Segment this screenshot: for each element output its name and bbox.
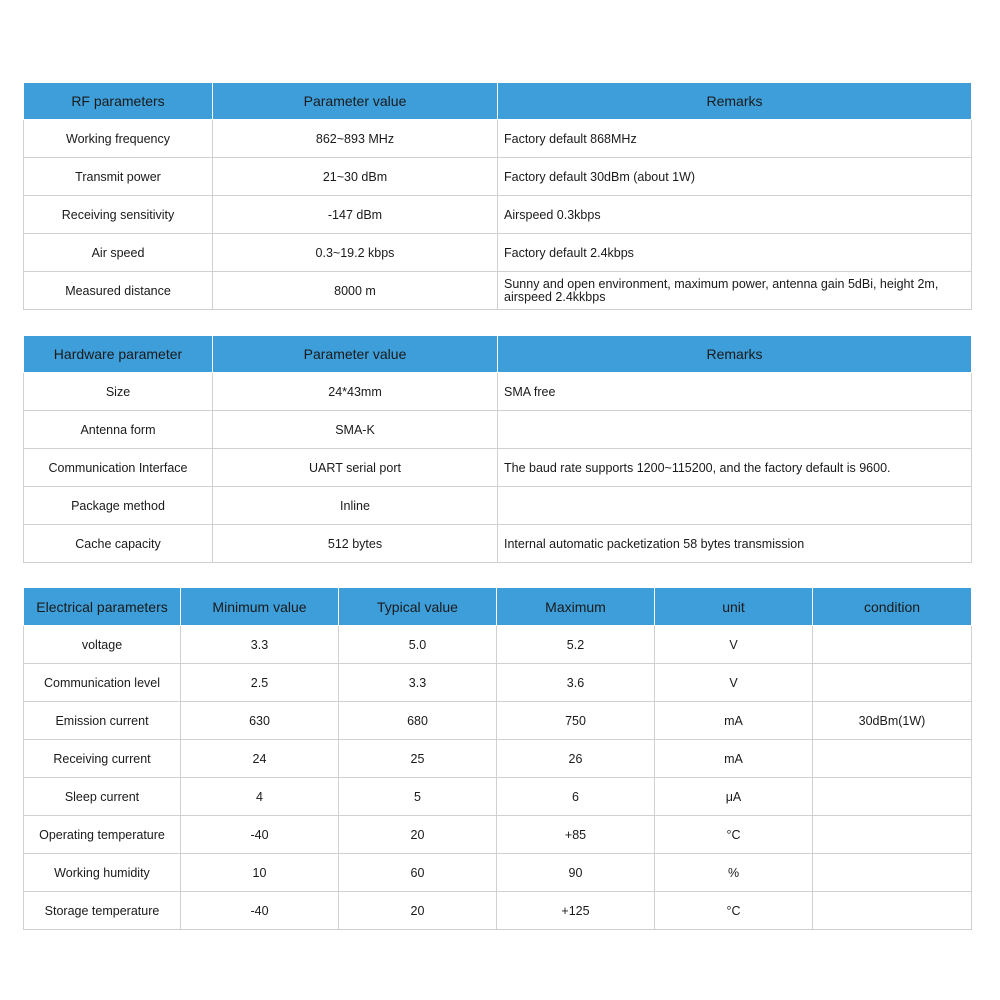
parameter-remark: SMA free xyxy=(498,373,972,411)
parameter-remark: Factory default 30dBm (about 1W) xyxy=(498,158,972,196)
parameter-remark: Airspeed 0.3kbps xyxy=(498,196,972,234)
hardware-parameters-table xyxy=(23,335,972,563)
parameter-value: UART serial port xyxy=(213,449,498,487)
minimum-value: -40 xyxy=(181,816,339,854)
table-row xyxy=(24,778,972,816)
parameter-name: Operating temperature xyxy=(24,816,181,854)
maximum-value: 90 xyxy=(497,854,655,892)
table-row xyxy=(24,525,972,563)
parameter-remark: Factory default 868MHz xyxy=(498,120,972,158)
unit: °C xyxy=(655,816,813,854)
parameter-name: Size xyxy=(24,373,213,411)
typical-value: 25 xyxy=(339,740,497,778)
unit: mA xyxy=(655,702,813,740)
table-row xyxy=(24,487,972,525)
typical-value: 5 xyxy=(339,778,497,816)
parameter-name: voltage xyxy=(24,626,181,664)
table-row xyxy=(24,411,972,449)
minimum-value: -40 xyxy=(181,892,339,930)
parameter-value: 512 bytes xyxy=(213,525,498,563)
table-row xyxy=(24,816,972,854)
parameter-name: Antenna form xyxy=(24,411,213,449)
minimum-value: 24 xyxy=(181,740,339,778)
column-header: Parameter value xyxy=(213,336,498,373)
parameter-remark: Sunny and open environment, maximum power, antenna gain 5dBi, height 2m, airspeed 2.4kkbps xyxy=(498,272,972,310)
parameter-name: Transmit power xyxy=(24,158,213,196)
parameter-remark: Internal automatic packetization 58 bytes transmission xyxy=(498,525,972,563)
minimum-value: 4 xyxy=(181,778,339,816)
parameter-value: Inline xyxy=(213,487,498,525)
column-header: Typical value xyxy=(339,588,497,626)
table-row xyxy=(24,234,972,272)
unit: mA xyxy=(655,740,813,778)
table-row xyxy=(24,449,972,487)
condition xyxy=(813,778,972,816)
typical-value: 5.0 xyxy=(339,626,497,664)
condition xyxy=(813,854,972,892)
parameter-remark: Factory default 2.4kbps xyxy=(498,234,972,272)
typical-value: 60 xyxy=(339,854,497,892)
column-header: Minimum value xyxy=(181,588,339,626)
parameter-value: 21~30 dBm xyxy=(213,158,498,196)
parameter-name: Working frequency xyxy=(24,120,213,158)
column-header: Parameter value xyxy=(213,83,498,120)
table-row xyxy=(24,740,972,778)
table-row xyxy=(24,854,972,892)
maximum-value: +125 xyxy=(497,892,655,930)
minimum-value: 630 xyxy=(181,702,339,740)
unit: % xyxy=(655,854,813,892)
parameter-name: Communication Interface xyxy=(24,449,213,487)
table-row xyxy=(24,272,972,310)
table-row xyxy=(24,196,972,234)
condition xyxy=(813,664,972,702)
typical-value: 680 xyxy=(339,702,497,740)
minimum-value: 3.3 xyxy=(181,626,339,664)
condition xyxy=(813,740,972,778)
maximum-value: 5.2 xyxy=(497,626,655,664)
table-row xyxy=(24,158,972,196)
unit: V xyxy=(655,626,813,664)
condition: 30dBm(1W) xyxy=(813,702,972,740)
maximum-value: 3.6 xyxy=(497,664,655,702)
parameter-name: Communication level xyxy=(24,664,181,702)
minimum-value: 10 xyxy=(181,854,339,892)
parameter-name: Storage temperature xyxy=(24,892,181,930)
typical-value: 20 xyxy=(339,892,497,930)
parameter-name: Package method xyxy=(24,487,213,525)
condition xyxy=(813,626,972,664)
column-header: unit xyxy=(655,588,813,626)
unit: μA xyxy=(655,778,813,816)
table-row xyxy=(24,626,972,664)
parameter-value: 24*43mm xyxy=(213,373,498,411)
table-header-row xyxy=(24,83,972,120)
condition xyxy=(813,892,972,930)
column-header: Maximum xyxy=(497,588,655,626)
condition xyxy=(813,816,972,854)
parameter-value: SMA-K xyxy=(213,411,498,449)
parameter-name: Measured distance xyxy=(24,272,213,310)
electrical-parameters-table xyxy=(23,587,972,930)
table-row xyxy=(24,892,972,930)
table-row xyxy=(24,373,972,411)
maximum-value: +85 xyxy=(497,816,655,854)
parameter-name: Receiving sensitivity xyxy=(24,196,213,234)
maximum-value: 6 xyxy=(497,778,655,816)
parameter-name: Sleep current xyxy=(24,778,181,816)
table-row xyxy=(24,702,972,740)
column-header: RF parameters xyxy=(24,83,213,120)
column-header: Remarks xyxy=(498,83,972,120)
table-header-row xyxy=(24,336,972,373)
column-header: Remarks xyxy=(498,336,972,373)
parameter-name: Working humidity xyxy=(24,854,181,892)
column-header: condition xyxy=(813,588,972,626)
unit: V xyxy=(655,664,813,702)
column-header: Electrical parameters xyxy=(24,588,181,626)
maximum-value: 26 xyxy=(497,740,655,778)
parameter-value: 862~893 MHz xyxy=(213,120,498,158)
parameter-remark xyxy=(498,487,972,525)
typical-value: 20 xyxy=(339,816,497,854)
parameter-name: Cache capacity xyxy=(24,525,213,563)
parameter-value: -147 dBm xyxy=(213,196,498,234)
column-header: Hardware parameter xyxy=(24,336,213,373)
table-row xyxy=(24,664,972,702)
parameter-remark: The baud rate supports 1200~115200, and the factory default is 9600. xyxy=(498,449,972,487)
unit: °C xyxy=(655,892,813,930)
typical-value: 3.3 xyxy=(339,664,497,702)
parameter-value: 0.3~19.2 kbps xyxy=(213,234,498,272)
parameter-remark xyxy=(498,411,972,449)
parameter-value: 8000 m xyxy=(213,272,498,310)
table-row xyxy=(24,120,972,158)
table-header-row xyxy=(24,588,972,626)
minimum-value: 2.5 xyxy=(181,664,339,702)
parameter-name: Air speed xyxy=(24,234,213,272)
parameter-name: Receiving current xyxy=(24,740,181,778)
parameter-name: Emission current xyxy=(24,702,181,740)
rf-parameters-table xyxy=(23,82,972,310)
maximum-value: 750 xyxy=(497,702,655,740)
